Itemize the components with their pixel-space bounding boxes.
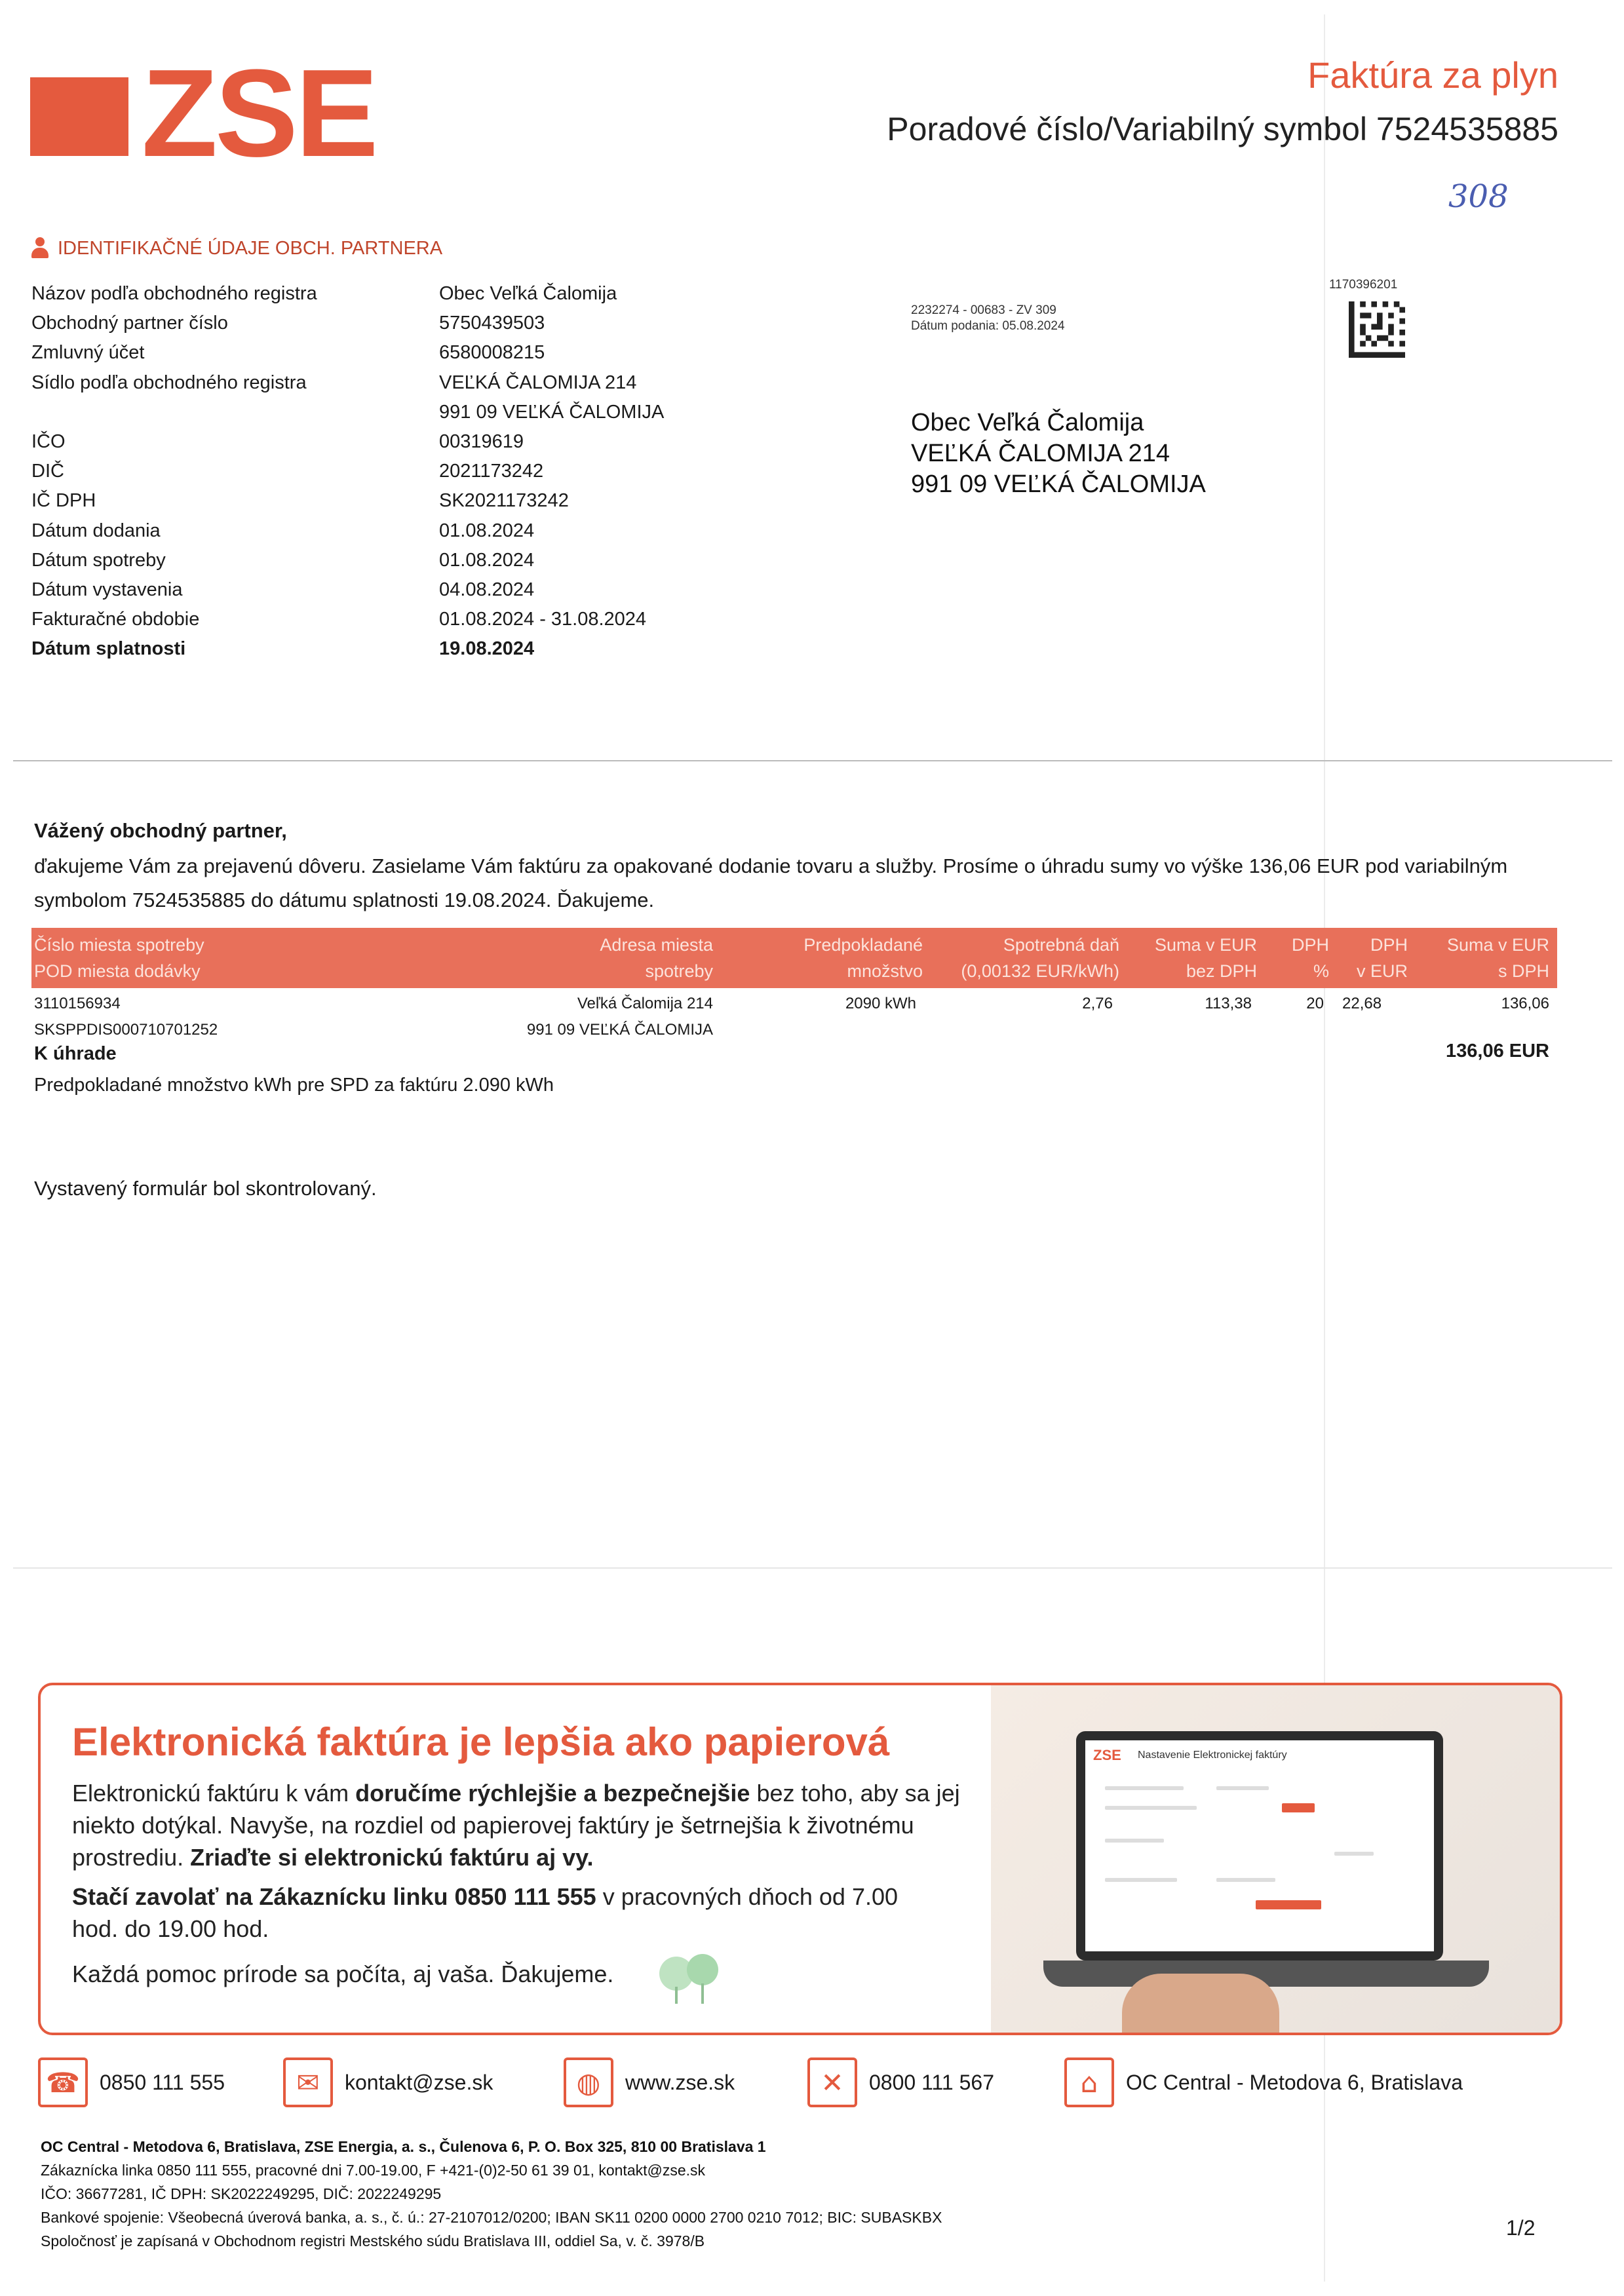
promo-text <box>72 1777 990 1873</box>
recipient-address <box>911 408 1206 500</box>
id-value: 01.08.2024 - 31.08.2024 <box>439 609 647 630</box>
screen-line <box>1105 1878 1177 1882</box>
contact-phone[interactable] <box>38 2057 225 2107</box>
promo-call-text: v pracovných dňoch od 7.00 hod. do 19.00 hod. <box>72 1883 899 1942</box>
address-line: 991 09 VEĽKÁ ČALOMIJA <box>911 470 1206 498</box>
col-sum-no-vat <box>1126 932 1257 984</box>
handwritten-note: 308 <box>1448 178 1509 215</box>
tools-icon: ✕ <box>807 2057 857 2107</box>
header-label: Spotrebná daň <box>1003 935 1119 955</box>
id-value: 991 09 VEĽKÁ ČALOMIJA <box>439 401 665 423</box>
id-value: SK2021173242 <box>439 490 569 512</box>
promo-text-bold: doručíme rýchlejšie a bezpečnejšie <box>355 1780 750 1807</box>
promo-call-bold: Stačí zavolať na Zákaznícku linku 0850 111 555 <box>72 1883 596 1910</box>
col-sum-with-vat <box>1414 932 1549 984</box>
screen-line <box>1105 1786 1184 1790</box>
contact-fault-line[interactable] <box>807 2057 994 2107</box>
id-row-due-date <box>31 634 664 664</box>
footer-line: OC Central - Metodova 6, Bratislava, ZSE Energia, a. s., Čulenova 6, P. O. Box 325, 810 00 Bratislava 1 <box>41 2138 766 2155</box>
id-label: Dátum dodania <box>31 520 161 541</box>
identification-table <box>31 279 664 664</box>
id-value: 01.08.2024 <box>439 549 535 571</box>
id-label: IČO <box>31 431 66 453</box>
trees-icon <box>650 1947 729 2006</box>
stamp-line: 2232274 - 00683 - ZV 309 <box>911 303 1056 317</box>
promo-text-part: bez toho, aby sa jej niekto dotýkal. Navyše, na rozdiel od papierovej faktúry je šetrnejšia k životnému prostrediu. <box>72 1780 960 1871</box>
laptop-illustration <box>991 1685 1560 2033</box>
document-subtitle: Poradové číslo/Variabilný symbol 7524535885 <box>887 111 1558 147</box>
id-row <box>31 309 664 338</box>
screen-line <box>1216 1786 1269 1790</box>
id-value: 19.08.2024 <box>439 638 535 660</box>
address-line: VEĽKÁ ČALOMIJA 214 <box>911 440 1170 467</box>
footer-line: Bankové spojenie: Všeobecná úverová banka, a. s., č. ú.: 27-2107012/0200; IBAN SK11 0200 0000 2700 0210 7012; BIC: SUBASKBX <box>41 2209 942 2226</box>
id-row <box>31 516 664 546</box>
total-label: K úhrade <box>34 1043 117 1064</box>
table-header <box>31 928 1557 988</box>
fold-separator <box>13 760 1612 761</box>
header-label: množstvo <box>847 961 923 981</box>
header-label: % <box>1313 961 1329 981</box>
id-value: 01.08.2024 <box>439 520 535 541</box>
promo-text-bold: Zriaďte si elektronickú faktúru aj vy. <box>190 1844 594 1871</box>
pod-number: SKSPPDIS000710701252 <box>34 1021 218 1039</box>
id-value: 6580008215 <box>439 342 545 364</box>
total-value: 136,06 EUR <box>1446 1041 1549 1062</box>
cell-quantity: 2090 kWh <box>845 995 916 1012</box>
screen-title: Nastavenie Elektronickej faktúry <box>1138 1750 1287 1761</box>
id-row <box>31 279 664 309</box>
identification-heading-text: IDENTIFIKAČNÉ ÚDAJE OBCH. PARTNERA <box>58 237 443 259</box>
house-icon: ⌂ <box>1064 2057 1114 2107</box>
laptop-screen <box>1076 1731 1443 1961</box>
header-label: (0,00132 EUR/kWh) <box>961 961 1119 981</box>
intro-text: ďakujeme Vám za prejavenú dôveru. Zasielame Vám faktúru za opakované dodanie tovaru a služby. Prosíme o úhradu sumy vo výške 136,06 EUR pod variabilným symbolom 7524535885 do dátumu splatnosti 19.08.2024. Ďakujeme. <box>34 854 1508 911</box>
screen-line <box>1105 1839 1164 1843</box>
header-label: Suma v EUR <box>1446 935 1549 955</box>
header-label: Adresa miesta <box>600 935 713 955</box>
promo-text-part: Elektronickú faktúru k vám <box>72 1780 356 1807</box>
code-number: 1170396201 <box>1329 278 1398 292</box>
id-label: Názov podľa obchodného registra <box>31 283 317 304</box>
col-excise <box>929 932 1119 984</box>
id-value: Obec Veľká Čalomija <box>439 283 617 304</box>
datamatrix-code <box>1349 301 1405 358</box>
footer-line: Spoločnosť je zapísaná v Obchodnom registri Mestského súdu Bratislava III, oddiel Sa, v. č. 3978/B <box>41 2232 705 2249</box>
postal-stamp <box>911 303 1065 334</box>
header-label: DPH <box>1370 935 1408 955</box>
id-label: Dátum splatnosti <box>31 638 186 660</box>
zse-logo <box>30 44 376 183</box>
hand-illustration <box>1122 1974 1279 2033</box>
col-vat-eur <box>1336 932 1408 984</box>
contact-text: www.zse.sk <box>625 2070 735 2094</box>
id-label: Dátum spotreby <box>31 549 166 571</box>
col-vat-percent <box>1264 932 1329 984</box>
cell-address <box>490 991 713 1043</box>
contact-office[interactable] <box>1064 2057 1463 2107</box>
header-label: bez DPH <box>1186 961 1257 981</box>
contact-text: kontakt@zse.sk <box>345 2070 493 2094</box>
mail-icon: ✉ <box>283 2057 333 2107</box>
id-row <box>31 398 664 427</box>
screen-button <box>1256 1900 1321 1909</box>
cell-place <box>34 991 218 1043</box>
contact-text: 0800 111 567 <box>869 2070 994 2094</box>
address-line: 991 09 VEĽKÁ ČALOMIJA <box>526 1021 713 1039</box>
id-value: VEĽKÁ ČALOMIJA 214 <box>439 372 637 393</box>
identification-heading <box>30 237 442 259</box>
logo-mark <box>30 77 128 156</box>
contact-text: OC Central - Metodova 6, Bratislava <box>1126 2070 1463 2094</box>
id-label: Dátum vystavenia <box>31 579 183 601</box>
id-label <box>31 398 439 427</box>
checked-note: Vystavený formulár bol skontrolovaný. <box>34 1177 377 1200</box>
id-label: Fakturačné obdobie <box>31 609 200 630</box>
person-icon <box>30 237 50 259</box>
contact-bar <box>38 2057 1545 2110</box>
id-value: 2021173242 <box>439 461 544 482</box>
screen-logo: ZSE <box>1093 1747 1121 1763</box>
logo-wordmark: ZSE <box>142 44 376 183</box>
id-row <box>31 457 664 486</box>
contact-email[interactable] <box>283 2057 493 2107</box>
header-label: Suma v EUR <box>1154 935 1257 955</box>
quantity-note: Predpokladané množstvo kWh pre SPD za faktúru 2.090 kWh <box>34 1075 554 1096</box>
id-row <box>31 427 664 457</box>
footer-line: Zákaznícka linka 0850 111 555, pracovné dni 7.00-19.00, F +421-(0)2-50 61 39 01, kontakt@zse.sk <box>41 2162 706 2179</box>
header-label: DPH <box>1291 935 1329 955</box>
id-label: DIČ <box>31 461 64 482</box>
phone-icon: ☎ <box>38 2057 88 2107</box>
id-row <box>31 486 664 516</box>
id-value: 04.08.2024 <box>439 579 535 601</box>
promo-call <box>72 1881 924 1945</box>
id-row <box>31 605 664 634</box>
place-number: 3110156934 <box>34 995 121 1012</box>
id-row <box>31 575 664 605</box>
contact-text: 0850 111 555 <box>100 2070 225 2094</box>
header-label: v EUR <box>1356 961 1408 981</box>
header-label: s DPH <box>1498 961 1549 981</box>
globe-icon: ◍ <box>564 2057 613 2107</box>
id-label: Zmluvný účet <box>31 342 145 364</box>
id-label: Sídlo podľa obchodného registra <box>31 372 307 393</box>
header-label: Číslo miesta spotreby <box>34 935 204 955</box>
header-label: spotreby <box>645 961 713 981</box>
cell-sum-with-vat: 136,06 <box>1501 995 1549 1012</box>
company-footer <box>41 2135 942 2253</box>
id-value: 5750439503 <box>439 313 545 334</box>
cell-vat-eur: 22,68 <box>1342 995 1382 1012</box>
screen-line <box>1216 1878 1275 1882</box>
page-number: 1/2 <box>1506 2216 1536 2240</box>
col-place <box>34 932 204 984</box>
header-label: POD miesta dodávky <box>34 961 201 981</box>
col-quantity <box>739 932 923 984</box>
promo-thanks: Každá pomoc prírode sa počíta, aj vaša. Ďakujeme. <box>72 1961 614 1987</box>
id-row <box>31 546 664 575</box>
id-label: IČ DPH <box>31 490 96 512</box>
id-row <box>31 338 664 368</box>
footer-line: IČO: 36677281, IČ DPH: SK2022249295, DIČ: 2022249295 <box>41 2185 442 2202</box>
promo-title: Elektronická faktúra je lepšia ako papierová <box>72 1720 890 1764</box>
screen-line <box>1334 1852 1374 1856</box>
screen-content <box>1085 1740 1434 1951</box>
greeting: Vážený obchodný partner, <box>34 819 287 842</box>
document-title: Faktúra za plyn <box>1307 54 1558 96</box>
screen-line <box>1105 1806 1197 1810</box>
header-label: Predpokladané <box>803 935 923 955</box>
e-invoice-promo <box>38 1683 1562 2035</box>
cell-excise: 2,76 <box>1082 995 1113 1012</box>
col-address <box>490 932 713 984</box>
address-line: Obec Veľká Čalomija <box>911 409 1144 436</box>
cell-vat-percent: 20 <box>1306 995 1324 1012</box>
screen-button <box>1282 1803 1315 1812</box>
address-line: Veľká Čalomija 214 <box>577 995 713 1012</box>
id-label: Obchodný partner číslo <box>31 313 228 334</box>
stamp-line: Dátum podania: 05.08.2024 <box>911 319 1065 333</box>
id-row <box>31 368 664 398</box>
id-value: 00319619 <box>439 431 524 453</box>
laptop-base <box>1043 1961 1489 1987</box>
fold-separator <box>13 1567 1612 1569</box>
contact-web[interactable] <box>564 2057 735 2107</box>
cell-sum-no-vat: 113,38 <box>1205 995 1252 1012</box>
